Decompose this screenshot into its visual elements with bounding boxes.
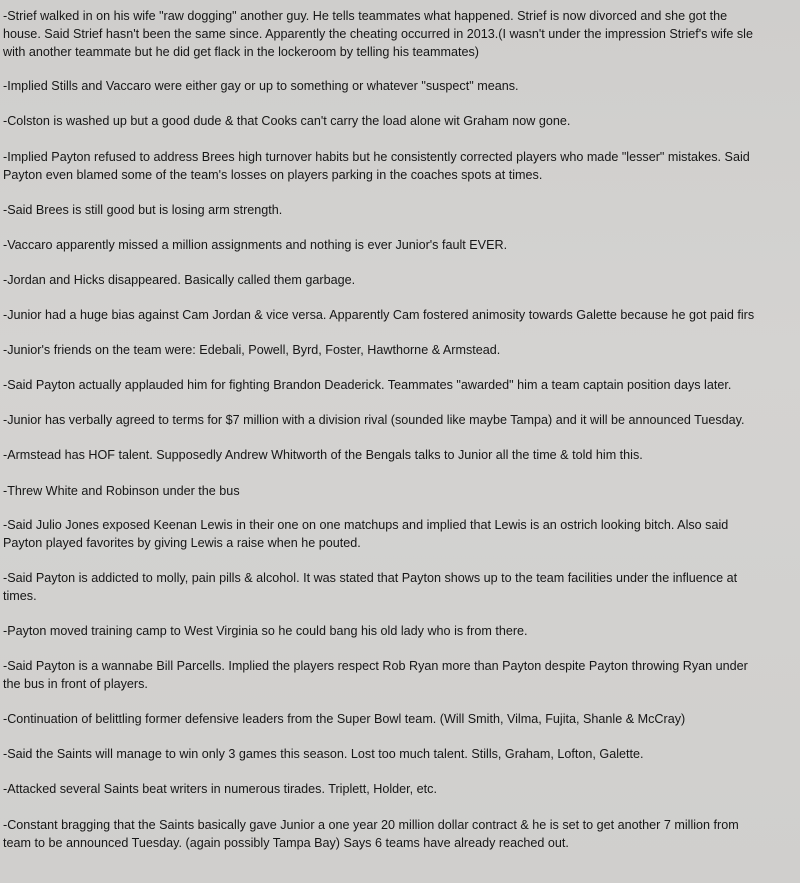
text-line: -Threw White and Robinson under the bus bbox=[3, 484, 240, 498]
text-line: -Payton moved training camp to West Virginia so he could bang his old lady who is from there. bbox=[3, 624, 528, 638]
list-item bbox=[3, 77, 800, 95]
list-item bbox=[3, 306, 800, 324]
text-line: house. Said Strief hasn't been the same since. Apparently the cheating occurred in 2013.(I wasn't under the impression Strief's wife sle bbox=[3, 27, 753, 41]
text-line: team to be announced Tuesday. (again possibly Tampa Bay) Says 6 teams have already reached out. bbox=[3, 836, 569, 850]
list-item bbox=[3, 376, 800, 394]
list-item bbox=[3, 341, 800, 359]
list-item bbox=[3, 780, 800, 798]
list-item bbox=[3, 112, 800, 130]
list-item bbox=[3, 411, 800, 429]
list-item bbox=[3, 201, 800, 219]
text-line: -Said the Saints will manage to win only 3 games this season. Lost too much talent. Stills, Graham, Lofton, Galette. bbox=[3, 747, 644, 761]
text-line: -Said Brees is still good but is losing arm strength. bbox=[3, 203, 283, 217]
text-line: -Strief walked in on his wife "raw dogging" another guy. He tells teammates what happened. Strief is now divorced and she got the bbox=[3, 9, 728, 23]
text-line: -Vaccaro apparently missed a million assignments and nothing is ever Junior's fault EVER. bbox=[3, 238, 508, 252]
list-item bbox=[3, 148, 800, 184]
text-line: the bus in front of players. bbox=[3, 677, 148, 691]
list-item bbox=[3, 516, 800, 552]
text-line: -Jordan and Hicks disappeared. Basically called them garbage. bbox=[3, 273, 356, 287]
list-item bbox=[3, 446, 800, 464]
text-line: -Constant bragging that the Saints basically gave Junior a one year 20 million dollar contract & he is set to get another 7 million from bbox=[3, 818, 739, 832]
text-line: -Colston is washed up but a good dude & that Cooks can't carry the load alone wit Graham now gone. bbox=[3, 114, 571, 128]
text-line: -Said Payton is a wannabe Bill Parcells. Implied the players respect Rob Ryan more than Payton despite Payton throwing Ryan under bbox=[3, 659, 748, 673]
text-line: -Implied Payton refused to address Brees high turnover habits but he consistently corrected players who made "lesser" mistakes. Said bbox=[3, 150, 750, 164]
text-line: -Attacked several Saints beat writers in numerous tirades. Triplett, Holder, etc. bbox=[3, 782, 437, 796]
text-line: Payton played favorites by giving Lewis a raise when he pouted. bbox=[3, 536, 361, 550]
list-item bbox=[3, 816, 800, 852]
text-line: -Junior's friends on the team were: Edebali, Powell, Byrd, Foster, Hawthorne & Armstead. bbox=[3, 343, 501, 357]
text-line: -Armstead has HOF talent. Supposedly Andrew Whitworth of the Bengals talks to Junior all the time & told him this. bbox=[3, 448, 643, 462]
text-line: -Continuation of belittling former defensive leaders from the Super Bowl team. (Will Smith, Vilma, Fujita, Shanle & McCray) bbox=[3, 712, 686, 726]
text-line: -Junior has verbally agreed to terms for $7 million with a division rival (sounded like maybe Tampa) and it will be announced Tuesday. bbox=[3, 413, 745, 427]
text-line: Payton even blamed some of the team's losses on players parking in the coaches spots at times. bbox=[3, 168, 543, 182]
list-item bbox=[3, 271, 800, 289]
text-line: -Implied Stills and Vaccaro were either gay or up to something or whatever "suspect" means. bbox=[3, 79, 519, 93]
text-line: -Said Payton actually applauded him for fighting Brandon Deaderick. Teammates "awarded" him a team captain position days later. bbox=[3, 378, 732, 392]
list-item bbox=[3, 236, 800, 254]
list-item bbox=[3, 710, 800, 728]
list-item bbox=[3, 657, 800, 693]
text-line: -Said Julio Jones exposed Keenan Lewis in their one on one matchups and implied that Lewis is an ostrich looking bitch. Also said bbox=[3, 518, 729, 532]
list-item bbox=[3, 622, 800, 640]
text-line: -Junior had a huge bias against Cam Jordan & vice versa. Apparently Cam fostered animosity towards Galette because he got paid firs bbox=[3, 308, 755, 322]
text-line: with another teammate but he did get flack in the lockeroom by telling his teammates) bbox=[3, 45, 480, 59]
text-line: times. bbox=[3, 589, 37, 603]
list-item bbox=[3, 569, 800, 605]
list-item bbox=[3, 745, 800, 763]
list-item bbox=[3, 482, 800, 500]
text-line: -Said Payton is addicted to molly, pain pills & alcohol. It was stated that Payton shows up to the team facilities under the influence at bbox=[3, 571, 738, 585]
list-item bbox=[3, 7, 800, 61]
